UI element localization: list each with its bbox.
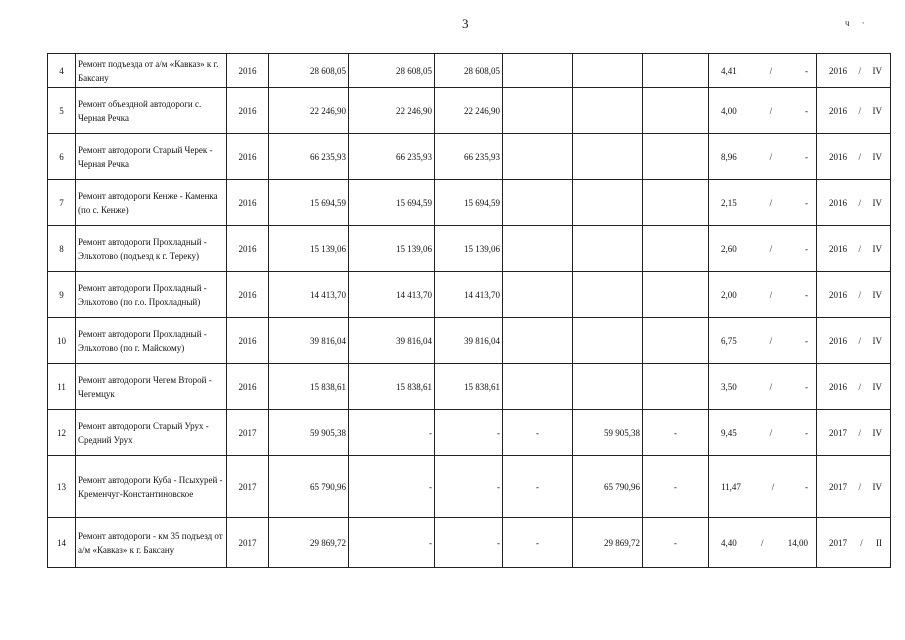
- total-cost: 39 816,04: [269, 318, 349, 364]
- work-year: 2017: [227, 518, 269, 568]
- period-year: 2016: [829, 289, 847, 300]
- cost-col-4: [503, 134, 573, 180]
- cost-col-5: [573, 54, 643, 88]
- length-extra: -: [804, 381, 808, 392]
- cost-col-6: [643, 134, 709, 180]
- table-row: [48, 134, 891, 180]
- table-row: [48, 456, 891, 518]
- work-name: Ремонт автодороги - км 35 подъезд от а/м «Кавказ» к г. Баксану: [76, 518, 227, 568]
- cost-col-5: [573, 134, 643, 180]
- work-year: 2016: [227, 226, 269, 272]
- length-cell: [709, 134, 817, 180]
- cost-col-2: 15 694,59: [349, 180, 435, 226]
- length-km: 11,47: [721, 481, 741, 492]
- period-year: 2017: [829, 537, 847, 548]
- work-year: 2016: [227, 180, 269, 226]
- total-cost: 22 246,90: [269, 88, 349, 134]
- cost-col-4: -: [503, 518, 573, 568]
- table-row: [48, 180, 891, 226]
- period-year: 2016: [829, 243, 847, 254]
- period-separator: /: [858, 381, 861, 392]
- period-cell: [817, 134, 891, 180]
- length-extra: -: [804, 243, 808, 254]
- period-separator: /: [858, 481, 861, 492]
- period-separator: /: [858, 243, 861, 254]
- period-cell: [817, 456, 891, 518]
- period-year: 2016: [829, 151, 847, 162]
- row-number: 8: [48, 226, 76, 272]
- length-km: 6,75: [721, 335, 737, 346]
- table-row: [48, 518, 891, 568]
- road-works-table: [47, 53, 891, 568]
- length-cell: [709, 456, 817, 518]
- total-cost: 15 838,61: [269, 364, 349, 410]
- period-year: 2016: [829, 335, 847, 346]
- length-km: 2,15: [721, 197, 737, 208]
- total-cost: 65 790,96: [269, 456, 349, 518]
- cost-col-5: 29 869,72: [573, 518, 643, 568]
- length-cell: [709, 364, 817, 410]
- length-separator: /: [760, 537, 764, 548]
- length-separator: /: [769, 243, 773, 254]
- cost-col-6: -: [643, 518, 709, 568]
- work-name: Ремонт автодороги Прохладный - Эльхотово (по г. Майскому): [76, 318, 227, 364]
- cost-col-2: 66 235,93: [349, 134, 435, 180]
- cost-col-3: 15 139,06: [435, 226, 503, 272]
- cost-col-5: [573, 318, 643, 364]
- work-year: 2017: [227, 410, 269, 456]
- period-quarter: IV: [872, 427, 882, 438]
- cost-col-6: [643, 180, 709, 226]
- length-extra: -: [805, 481, 808, 492]
- length-cell: [709, 410, 817, 456]
- cost-col-4: [503, 180, 573, 226]
- period-quarter: IV: [872, 481, 882, 492]
- page-number: 3: [462, 16, 469, 31]
- cost-col-3: 14 413,70: [435, 272, 503, 318]
- total-cost: 28 608,05: [269, 54, 349, 88]
- cost-col-2: -: [349, 456, 435, 518]
- cost-col-5: 65 790,96: [573, 456, 643, 518]
- period-quarter: IV: [872, 335, 882, 346]
- cost-col-3: -: [435, 518, 503, 568]
- period-cell: [817, 226, 891, 272]
- total-cost: 29 869,72: [269, 518, 349, 568]
- row-number: 11: [48, 364, 76, 410]
- cost-col-4: [503, 54, 573, 88]
- length-extra: -: [804, 151, 808, 162]
- period-quarter: IV: [872, 289, 882, 300]
- work-year: 2017: [227, 456, 269, 518]
- length-separator: /: [769, 335, 773, 346]
- work-name: Ремонт автодороги Старый Урух - Средний Урух: [76, 410, 227, 456]
- period-year: 2017: [829, 481, 847, 492]
- cost-col-3: 28 608,05: [435, 54, 503, 88]
- period-separator: /: [858, 197, 861, 208]
- length-km: 4,00: [721, 105, 737, 116]
- cost-col-4: [503, 88, 573, 134]
- row-number: 14: [48, 518, 76, 568]
- row-number: 7: [48, 180, 76, 226]
- total-cost: 66 235,93: [269, 134, 349, 180]
- period-year: 2016: [829, 65, 847, 76]
- table-row: [48, 364, 891, 410]
- cost-col-2: 28 608,05: [349, 54, 435, 88]
- cost-col-6: -: [643, 456, 709, 518]
- cost-col-2: -: [349, 518, 435, 568]
- length-cell: [709, 54, 817, 88]
- length-km: 2,00: [721, 289, 737, 300]
- cost-col-5: [573, 364, 643, 410]
- work-name: Ремонт объездной автодороги с. Черная Речка: [76, 88, 227, 134]
- period-cell: [817, 180, 891, 226]
- period-cell: [817, 410, 891, 456]
- cost-col-4: [503, 272, 573, 318]
- period-quarter: II: [875, 537, 882, 548]
- length-extra: -: [804, 105, 808, 116]
- cost-col-4: [503, 364, 573, 410]
- length-extra: -: [804, 65, 808, 76]
- length-extra: -: [804, 289, 808, 300]
- length-separator: /: [771, 481, 775, 492]
- table-row: [48, 318, 891, 364]
- length-separator: /: [769, 197, 773, 208]
- table-row: [48, 272, 891, 318]
- period-year: 2016: [829, 105, 847, 116]
- length-separator: /: [769, 65, 773, 76]
- cost-col-2: 39 816,04: [349, 318, 435, 364]
- total-cost: 59 905,38: [269, 410, 349, 456]
- length-extra: -: [804, 427, 808, 438]
- period-separator: /: [860, 537, 863, 548]
- period-separator: /: [858, 289, 861, 300]
- period-quarter: IV: [872, 105, 882, 116]
- cost-col-4: [503, 226, 573, 272]
- row-number: 9: [48, 272, 76, 318]
- length-separator: /: [769, 289, 773, 300]
- length-cell: [709, 226, 817, 272]
- work-year: 2016: [227, 318, 269, 364]
- period-separator: /: [858, 151, 861, 162]
- length-km: 4,41: [721, 65, 737, 76]
- period-year: 2017: [829, 427, 847, 438]
- period-cell: [817, 364, 891, 410]
- length-extra: -: [804, 197, 808, 208]
- cost-col-2: 15 838,61: [349, 364, 435, 410]
- period-cell: [817, 88, 891, 134]
- cost-col-3: 15 838,61: [435, 364, 503, 410]
- work-year: 2016: [227, 134, 269, 180]
- cost-col-2: 22 246,90: [349, 88, 435, 134]
- cost-col-6: -: [643, 410, 709, 456]
- length-km: 9,45: [721, 427, 737, 438]
- row-number: 13: [48, 456, 76, 518]
- period-quarter: IV: [872, 243, 882, 254]
- work-year: 2016: [227, 272, 269, 318]
- period-quarter: IV: [872, 381, 882, 392]
- table-row: [48, 88, 891, 134]
- length-extra: 14,00: [787, 537, 808, 548]
- cost-col-5: [573, 88, 643, 134]
- length-km: 2,60: [721, 243, 737, 254]
- cost-col-3: 15 694,59: [435, 180, 503, 226]
- work-year: 2016: [227, 88, 269, 134]
- table-body: [48, 54, 891, 568]
- cost-col-5: [573, 272, 643, 318]
- cost-col-6: [643, 364, 709, 410]
- cost-col-3: 39 816,04: [435, 318, 503, 364]
- row-number: 5: [48, 88, 76, 134]
- cost-col-6: [643, 272, 709, 318]
- cost-col-4: [503, 318, 573, 364]
- cost-col-2: -: [349, 410, 435, 456]
- cost-col-4: -: [503, 456, 573, 518]
- work-name: Ремонт подъезда от а/м «Кавказ» к г. Баксану: [76, 54, 227, 88]
- total-cost: 14 413,70: [269, 272, 349, 318]
- row-number: 6: [48, 134, 76, 180]
- period-year: 2016: [829, 197, 847, 208]
- length-km: 8,96: [721, 151, 737, 162]
- row-number: 10: [48, 318, 76, 364]
- cost-col-3: 66 235,93: [435, 134, 503, 180]
- total-cost: 15 139,06: [269, 226, 349, 272]
- period-cell: [817, 54, 891, 88]
- length-km: 4,40: [721, 537, 737, 548]
- period-cell: [817, 318, 891, 364]
- length-separator: /: [769, 427, 773, 438]
- period-separator: /: [858, 65, 861, 76]
- cost-col-4: -: [503, 410, 573, 456]
- period-separator: /: [858, 335, 861, 346]
- period-quarter: IV: [872, 151, 882, 162]
- corner-marks: ч ·: [845, 18, 870, 28]
- work-name: Ремонт автодороги Прохладный - Эльхотово (по г.о. Прохладный): [76, 272, 227, 318]
- length-cell: [709, 180, 817, 226]
- period-separator: /: [858, 105, 861, 116]
- length-cell: [709, 318, 817, 364]
- period-quarter: IV: [872, 197, 882, 208]
- length-cell: [709, 272, 817, 318]
- length-separator: /: [769, 151, 773, 162]
- row-number: 12: [48, 410, 76, 456]
- period-separator: /: [858, 427, 861, 438]
- period-quarter: IV: [872, 65, 882, 76]
- total-cost: 15 694,59: [269, 180, 349, 226]
- work-name: Ремонт автодороги Чегем Второй - Чегемцук: [76, 364, 227, 410]
- cost-col-6: [643, 226, 709, 272]
- cost-col-6: [643, 88, 709, 134]
- cost-col-3: -: [435, 410, 503, 456]
- table-row: [48, 54, 891, 88]
- period-cell: [817, 272, 891, 318]
- length-separator: /: [769, 381, 773, 392]
- length-cell: [709, 518, 817, 568]
- length-extra: -: [804, 335, 808, 346]
- length-separator: /: [769, 105, 773, 116]
- cost-col-5: [573, 226, 643, 272]
- cost-col-3: 22 246,90: [435, 88, 503, 134]
- period-cell: [817, 518, 891, 568]
- work-name: Ремонт автодороги Куба - Псыхурей - Кременчуг-Константиновское: [76, 456, 227, 518]
- period-year: 2016: [829, 381, 847, 392]
- work-year: 2016: [227, 364, 269, 410]
- work-year: 2016: [227, 54, 269, 88]
- length-km: 3,50: [721, 381, 737, 392]
- cost-col-2: 15 139,06: [349, 226, 435, 272]
- work-name: Ремонт автодороги Старый Черек - Черная Речка: [76, 134, 227, 180]
- cost-col-2: 14 413,70: [349, 272, 435, 318]
- cost-col-5: 59 905,38: [573, 410, 643, 456]
- cost-col-6: [643, 318, 709, 364]
- table-row: [48, 226, 891, 272]
- row-number: 4: [48, 54, 76, 88]
- length-cell: [709, 88, 817, 134]
- cost-col-3: -: [435, 456, 503, 518]
- table-row: [48, 410, 891, 456]
- work-name: Ремонт автодороги Кенже - Каменка (по с. Кенже): [76, 180, 227, 226]
- cost-col-5: [573, 180, 643, 226]
- work-name: Ремонт автодороги Прохладный - Эльхотово (подъезд к г. Тереку): [76, 226, 227, 272]
- cost-col-6: [643, 54, 709, 88]
